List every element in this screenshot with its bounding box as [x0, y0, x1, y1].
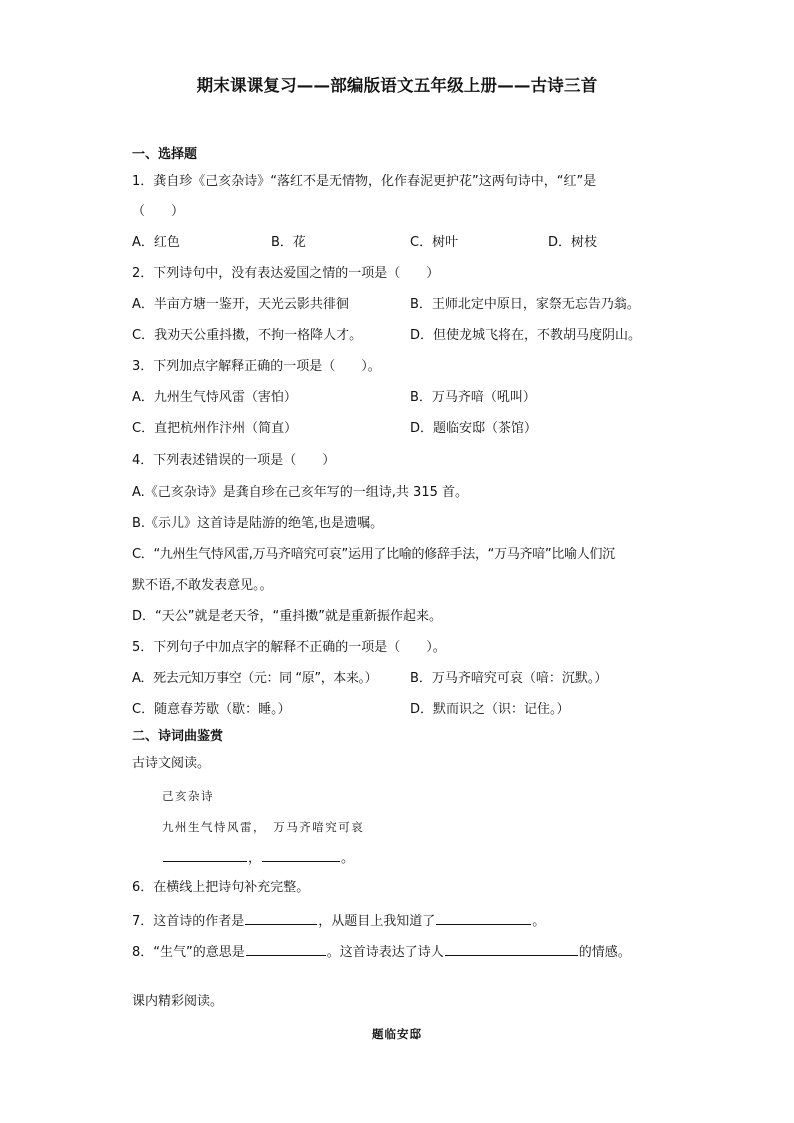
q4-option-a: A.《己亥杂诗》是龚自珍在己亥年写的一组诗,共 315 首。: [132, 485, 469, 500]
q2-stem: 2．下列诗句中，没有表达爱国之情的一项是（ ）: [132, 266, 440, 281]
q7-row: [132, 911, 545, 931]
q2-option-b: B．王师北定中原日，家祭无忘告乃翁。: [410, 297, 640, 312]
q7-text-2: ，从题目上我知道了: [318, 914, 436, 929]
q8-blank-meaning[interactable]: [246, 942, 326, 956]
q1-option-b: B．花: [271, 235, 306, 250]
q7-blank-title-meaning[interactable]: [436, 911, 531, 925]
q7-blank-author[interactable]: [245, 911, 317, 925]
q5-stem: 5．下列句子中加点字的解释不正确的一项是（ ）。: [132, 640, 446, 655]
q3-option-c: C．直把杭州作汴州（简直）: [132, 421, 298, 436]
q3-option-d: D．题临安邸（茶馆）: [410, 421, 538, 436]
poem-title: 己亥杂诗: [162, 789, 214, 803]
q1-option-d: D．树枝: [548, 235, 598, 250]
q2-option-c: C．我劝天公重抖擞，不拘一格降人才。: [132, 328, 363, 343]
poem-blank-2[interactable]: [262, 848, 340, 862]
q2-option-d: D．但使龙城飞将在，不教胡马度阴山。: [410, 328, 642, 343]
page-title: 期末课课复习——部编版语文五年级上册——古诗三首: [196, 76, 598, 95]
q4-option-c-line2: 默不语,不敢发表意见。。: [132, 578, 273, 593]
q2-option-a: A．半亩方塘一鉴开，天光云影共徘徊: [132, 297, 349, 312]
section-heading-choice: 一、选择题: [132, 147, 198, 162]
q7-text-1: 7．这首诗的作者是: [132, 914, 245, 929]
q6-stem: 6．在横线上把诗句补充完整。: [132, 880, 310, 895]
q5-option-b: B．万马齐喑究可哀（喑：沉默。）: [410, 671, 608, 686]
q3-option-a: A．九州生气恃风雷（害怕）: [132, 390, 297, 405]
poem-line: 九州生气恃风雷， 万马齐喑究可哀: [162, 820, 365, 834]
reading-intro: 古诗文阅读。: [132, 756, 211, 771]
poem-fill-comma: ，: [248, 851, 262, 866]
q8-text-1: 8．“生气”的意思是: [132, 945, 245, 960]
q8-text-2: 。这首诗表达了诗人: [326, 945, 444, 960]
reading-intro-2: 课内精彩阅读。: [132, 994, 224, 1009]
section-heading-poetry: 二、诗词曲鉴赏: [132, 729, 224, 744]
q3-option-b: B．万马齐喑（吼叫）: [410, 390, 536, 405]
q4-option-d: D．“天公”就是老天爷，“重抖擞”就是重新振作起来。: [132, 609, 442, 624]
poem2-title: 题临安邸: [372, 1027, 422, 1041]
q1-option-a: A．红色: [132, 235, 180, 250]
q5-option-c: C．随意春芳歇（歇：睡。）: [132, 702, 291, 717]
q5-option-d: D．默而识之（识：记住。）: [410, 702, 570, 717]
poem-fill-period: 。: [341, 851, 355, 866]
q1-stem-line1: 1．龚自珍《己亥杂诗》“落红不是无情物，化作春泥更护花”这两句诗中，“红”是: [132, 174, 597, 189]
q1-stem-line2: （ ）: [132, 204, 185, 219]
q4-option-c-line1: C．“九州生气恃风雷,万马齐喑究可哀”运用了比喻的修辞手法，“万马齐喑”比喻人们沉: [132, 547, 615, 562]
q8-blank-emotion[interactable]: [445, 942, 578, 956]
q8-row: [132, 942, 631, 962]
q4-option-b: B.《示儿》这首诗是陆游的绝笔,也是遗嘱。: [132, 516, 384, 531]
q3-stem: 3．下列加点字解释正确的一项是（ ）。: [132, 359, 381, 374]
q4-stem: 4．下列表述错误的一项是（ ）: [132, 453, 336, 468]
poem-blank-1[interactable]: [163, 848, 247, 862]
q8-text-3: 的情感。: [578, 945, 631, 960]
poem-fill-row: [162, 848, 354, 868]
q1-option-c: C．树叶: [410, 235, 459, 250]
q7-text-3: 。: [532, 914, 546, 929]
q5-option-a: A．死去元知万事空（元：同 “原”，本来。）: [132, 671, 378, 686]
